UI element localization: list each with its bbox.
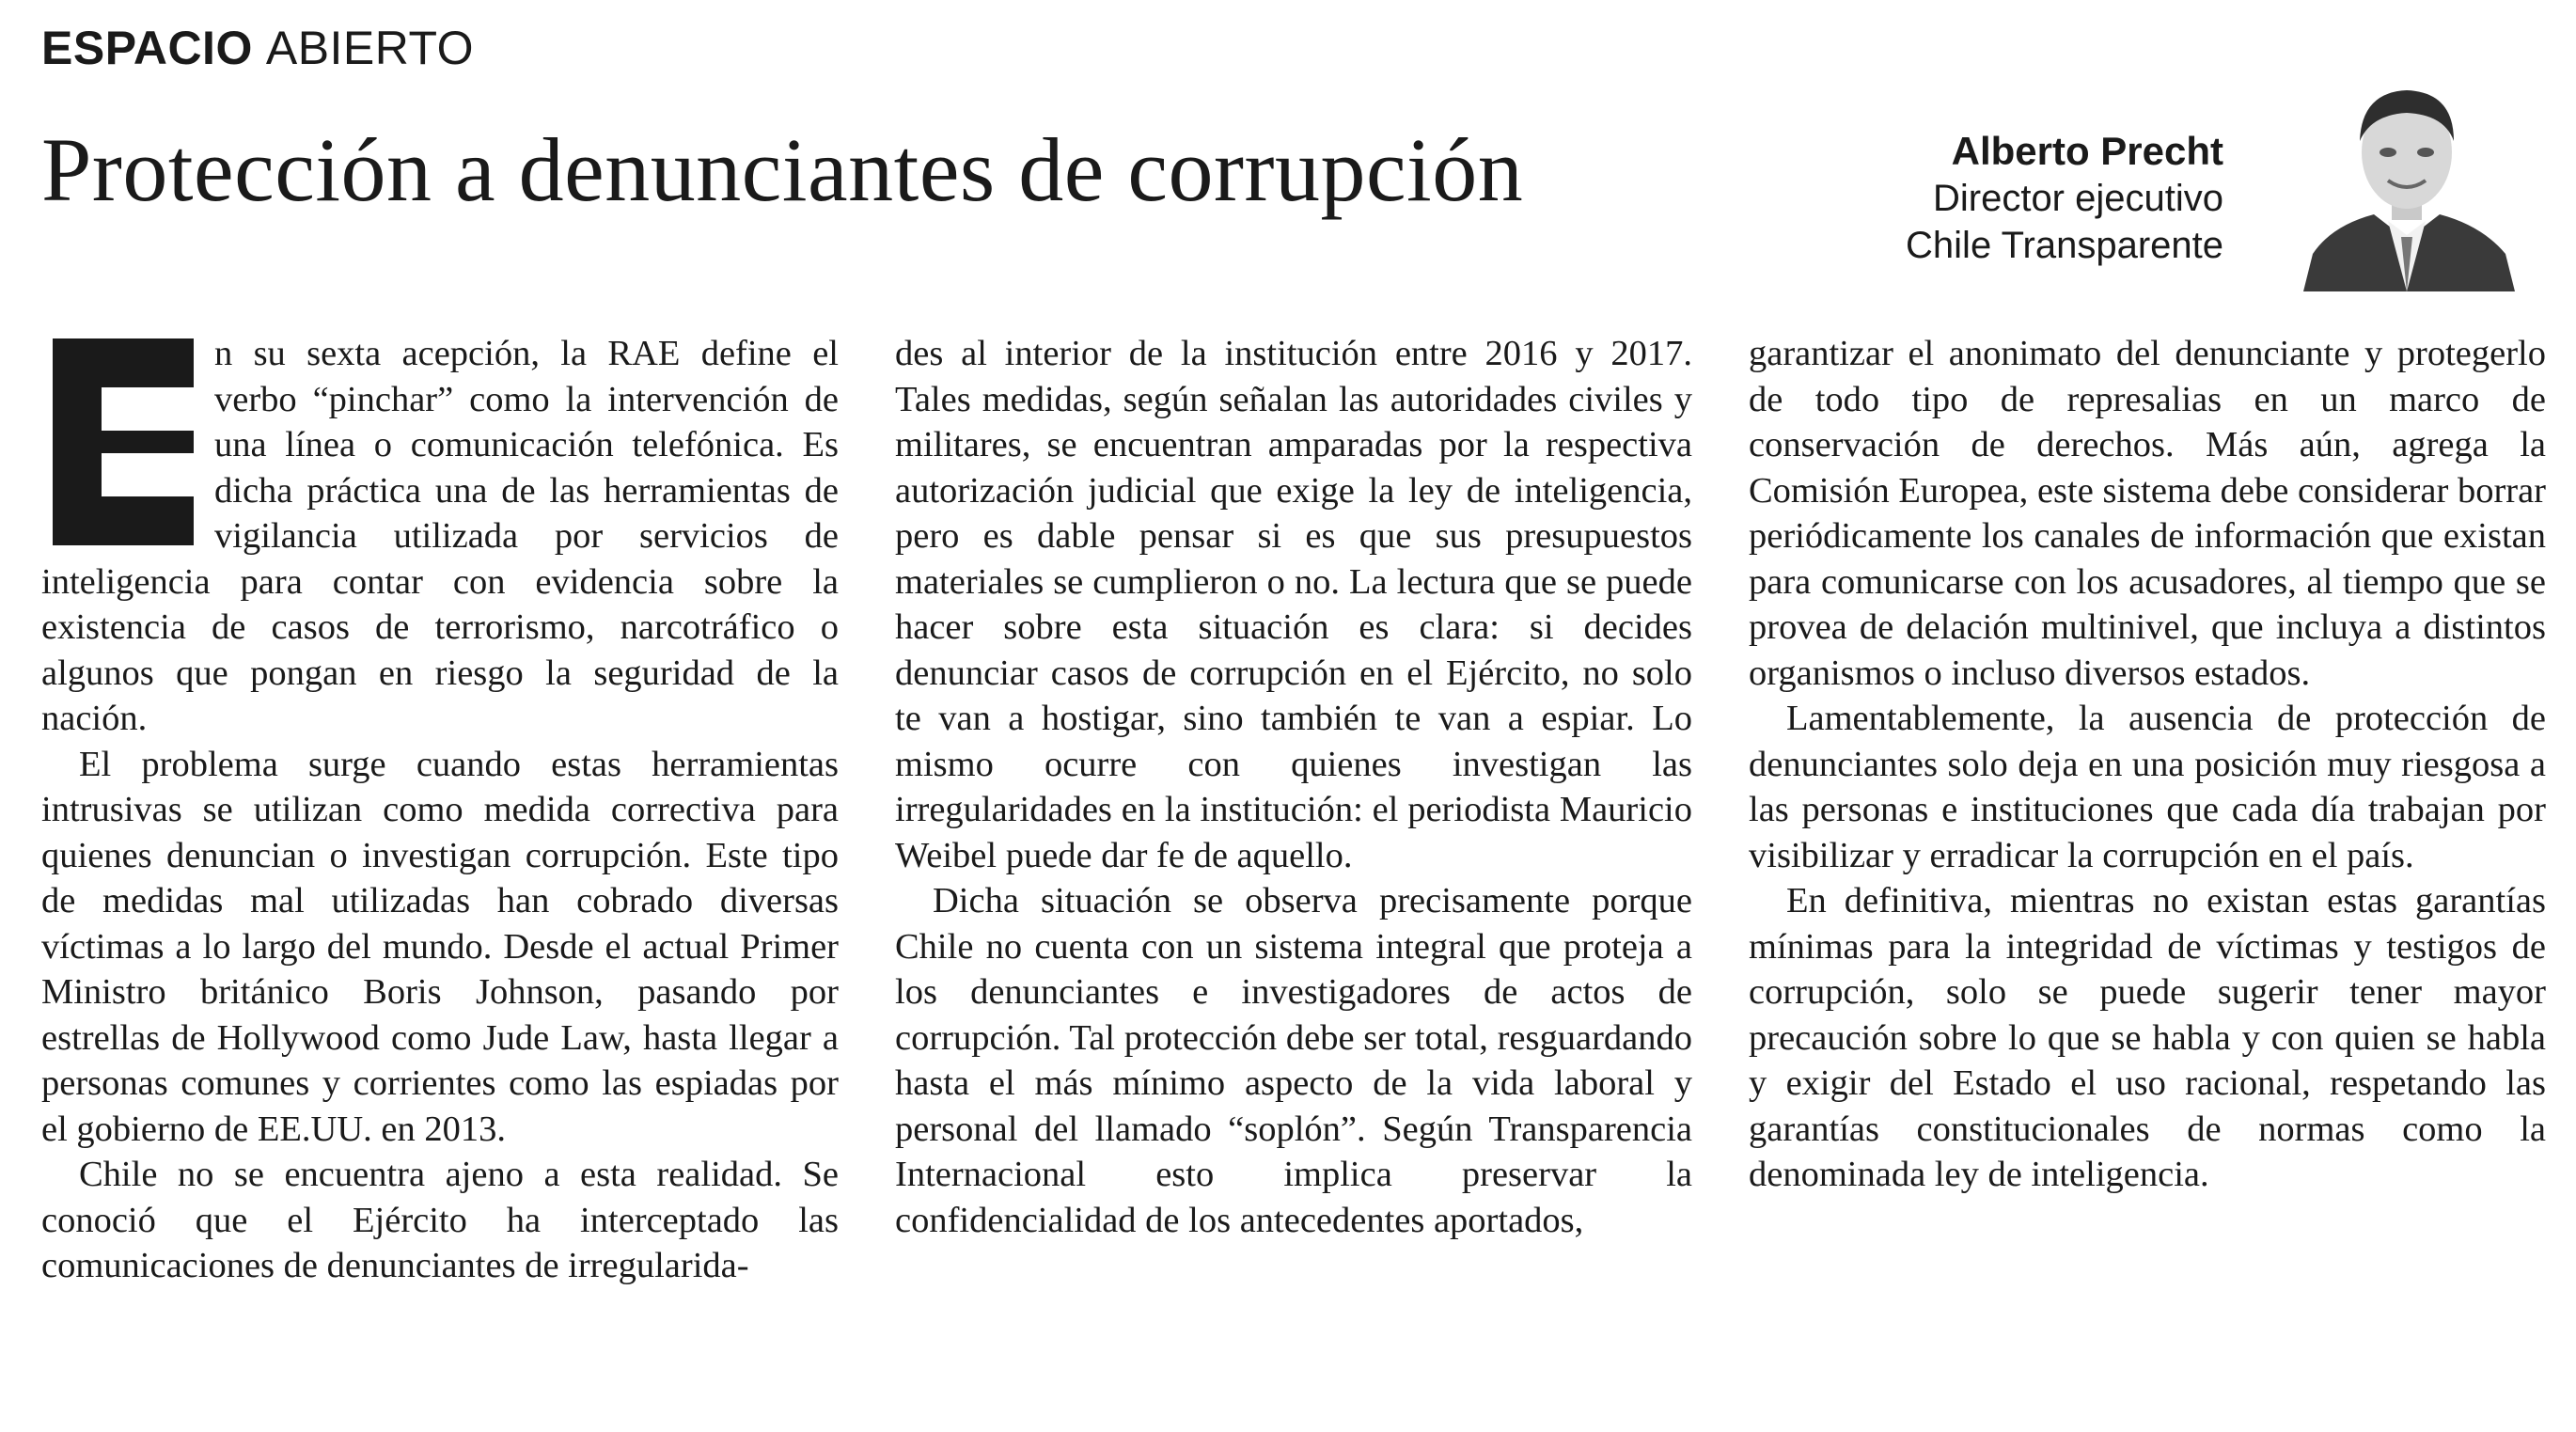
paragraph-text: n su sexta acepción, la RAE define el verbo “pinchar” como la intervención de una línea o comunicación telefónica. Es dicha práctica una de las herramientas de vigilancia utilizada por servicios de inteligencia para contar con evidencia sobre la existencia de casos de terrorismo, narcotráfico o algunos que pongan en riesgo la seguridad de la nación. <box>41 334 839 738</box>
section-label <box>41 22 475 74</box>
author-role-line2: Chile Transparente <box>1906 225 2223 267</box>
paragraph: En definitiva, mientras no existan estas garantías mínimas para la integridad de víctimas y testigos de corrupción, solo se puede sugerir tener mayor precaución sobre lo que se habla y con quien se habla y exigir del Estado el uso racional, respetando las garantías constitucionales de normas como la denominada ley de inteligencia. <box>1749 881 2546 1194</box>
paragraph: El problema surge cuando estas herramientas intrusivas se utilizan como medida correctiva para quienes denuncian o investigan corrupción. Este tipo de medidas mal utilizadas han cobrado diversas víctimas a lo largo del mundo. Desde el actual Primer Ministro británico Boris Johnson, pasando por estrellas de Hollywood como Jude Law, hasta llegar a personas comunes y corrientes como las espiadas por el gobierno de EE.UU. en 2013. <box>41 744 839 1149</box>
paragraph: garantizar el anonimato del denunciante y protegerlo de todo tipo de represalias en un marco de conservación de derechos. Más aún, agrega la Comisión Europea, este sistema debe considerar borrar periódicamente los canales de información que existan para comunicarse con los acusadores, al tiempo que se provea de delación multinivel, que incluya a distintos organismos o incluso diversos estados. <box>1749 334 2546 693</box>
article-body <box>41 331 2546 1393</box>
paragraph <box>41 331 839 742</box>
paragraph: Chile no se encuentra ajeno a esta realidad. Se conoció que el Ejército ha interceptado las comunicaciones de denunciantes de irregularida- <box>41 1155 839 1285</box>
column-1 <box>41 331 839 1393</box>
author-photo <box>2294 66 2520 291</box>
column-2 <box>895 331 1692 1393</box>
section-label-bold: ESPACIO <box>41 22 253 74</box>
section-label-light: ABIERTO <box>265 22 475 74</box>
paragraph: des al interior de la institución entre 2016 y 2017. Tales medidas, según señalan las autoridades civiles y militares, se encuentran amparadas por la respectiva autorización judicial que exige la ley de inteligencia, pero es dable pensar si es que sus presupuestos materiales se cumplieron o no. La lectura que se puede hacer sobre esta situación es clara: si decides denunciar casos de corrupción en el Ejército, no solo te van a hostigar, sino también te van a espiar. Lo mismo ocurre con quienes investigan las irregularidades en la institución: el periodista Mauricio Weibel puede dar fe de aquello. <box>895 334 1692 875</box>
dropcap-letter-e <box>53 338 194 545</box>
author-name: Alberto Precht <box>1951 129 2223 173</box>
column-3 <box>1749 331 2546 1393</box>
author-role-line1: Director ejecutivo <box>1932 178 2223 220</box>
paragraph: Dicha situación se observa precisamente porque Chile no cuenta con un sistema integral que proteja a los denunciantes e investigadores de actos de corrupción. Tal protección debe ser total, resguardando hasta el más mínimo aspecto de la vida laboral y personal del llamado “soplón”. Según Transparencia Internacional esto implica preservar la confidencialidad de los antecedentes aportados, <box>895 881 1692 1240</box>
author-byline <box>1906 128 2223 269</box>
paragraph: Lamentablemente, la ausencia de protección de denunciantes solo deja en una posición muy riesgosa a las personas e instituciones que cada día trabajan por visibilizar y erradicar la corrupción en el país. <box>1749 699 2546 875</box>
article-title: Protección a denunciantes de corrupción <box>41 119 1524 220</box>
